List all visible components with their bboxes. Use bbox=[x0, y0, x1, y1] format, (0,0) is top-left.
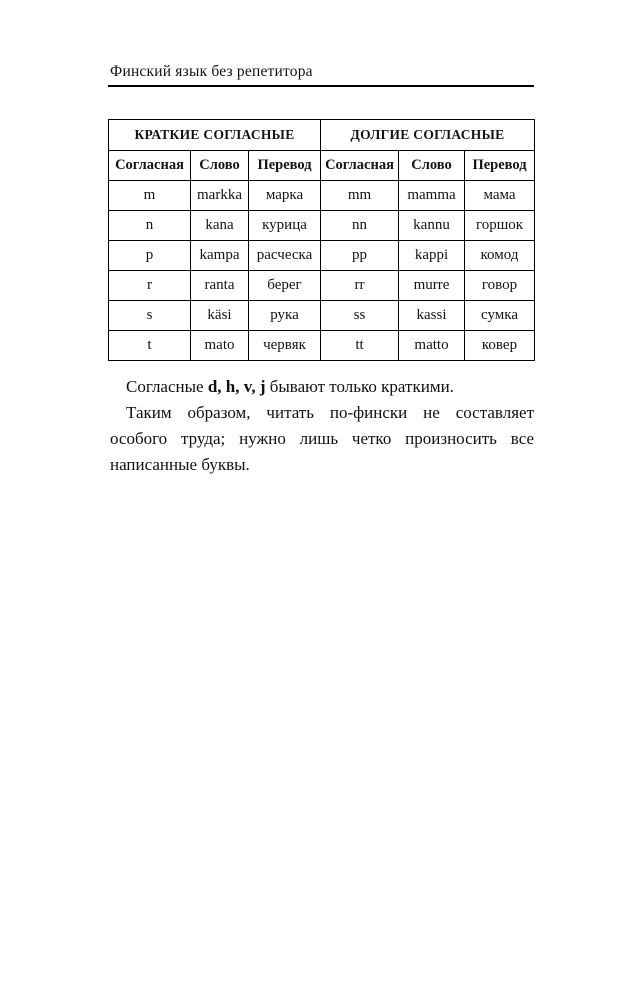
table-cell: ranta bbox=[191, 271, 249, 301]
table-cell: mato bbox=[191, 331, 249, 361]
table-cell: nn bbox=[321, 211, 399, 241]
table-cell: murre bbox=[399, 271, 465, 301]
table-cell: markka bbox=[191, 181, 249, 211]
table-cell: курица bbox=[249, 211, 321, 241]
table-cell: горшок bbox=[465, 211, 535, 241]
table-cell: käsi bbox=[191, 301, 249, 331]
bold-consonant-letters: d, h, v, j bbox=[207, 377, 266, 396]
table-row bbox=[109, 181, 535, 211]
table-cell: p bbox=[109, 241, 191, 271]
table-cell: kana bbox=[191, 211, 249, 241]
table-cell: мама bbox=[465, 181, 535, 211]
table-cell: ковер bbox=[465, 331, 535, 361]
table-column-header-row bbox=[109, 151, 535, 181]
col-header-consonant-long: Согласная bbox=[321, 151, 399, 181]
table-cell: марка bbox=[249, 181, 321, 211]
group-header-short-consonants: КРАТКИЕ СОГЛАСНЫЕ bbox=[109, 120, 321, 151]
table-cell: m bbox=[109, 181, 191, 211]
table-cell: tt bbox=[321, 331, 399, 361]
table-cell: rr bbox=[321, 271, 399, 301]
paragraph-short-consonants-note bbox=[110, 374, 534, 400]
table-cell: kassi bbox=[399, 301, 465, 331]
paragraph-summary: Таким образом, читать по-фински не составляет особого труда; нужно лишь четко произносить все написанные буквы. bbox=[110, 403, 534, 474]
table-row bbox=[109, 211, 535, 241]
table-cell: kannu bbox=[399, 211, 465, 241]
table-cell: берег bbox=[249, 271, 321, 301]
table-row bbox=[109, 271, 535, 301]
table-cell: комод bbox=[465, 241, 535, 271]
table-cell: t bbox=[109, 331, 191, 361]
table-cell: r bbox=[109, 271, 191, 301]
table-cell: pp bbox=[321, 241, 399, 271]
table-cell: mamma bbox=[399, 181, 465, 211]
table-group-header-row bbox=[109, 120, 535, 151]
col-header-word-long: Слово bbox=[399, 151, 465, 181]
paragraph-text: Согласные bbox=[126, 377, 208, 396]
table-cell: mm bbox=[321, 181, 399, 211]
paragraph-text: бывают только краткими. bbox=[265, 377, 454, 396]
table-cell: говор bbox=[465, 271, 535, 301]
table-cell: matto bbox=[399, 331, 465, 361]
col-header-consonant-short: Согласная bbox=[109, 151, 191, 181]
col-header-translation-long: Перевод bbox=[465, 151, 535, 181]
group-header-long-consonants: ДОЛГИЕ СОГЛАСНЫЕ bbox=[321, 120, 535, 151]
table-cell: рука bbox=[249, 301, 321, 331]
table-row bbox=[109, 331, 535, 361]
table-cell: kappi bbox=[399, 241, 465, 271]
table-cell: расческа bbox=[249, 241, 321, 271]
table-cell: сумка bbox=[465, 301, 535, 331]
table-cell: червяк bbox=[249, 331, 321, 361]
col-header-word-short: Слово bbox=[191, 151, 249, 181]
table-row bbox=[109, 241, 535, 271]
table-row bbox=[109, 301, 535, 331]
table-cell: s bbox=[109, 301, 191, 331]
body-text bbox=[110, 374, 534, 478]
running-head: Финский язык без репетитора bbox=[110, 63, 313, 80]
table-cell: kampa bbox=[191, 241, 249, 271]
table-cell: n bbox=[109, 211, 191, 241]
header-rule bbox=[108, 85, 534, 87]
consonants-table bbox=[108, 119, 535, 361]
col-header-translation-short: Перевод bbox=[249, 151, 321, 181]
table-cell: ss bbox=[321, 301, 399, 331]
